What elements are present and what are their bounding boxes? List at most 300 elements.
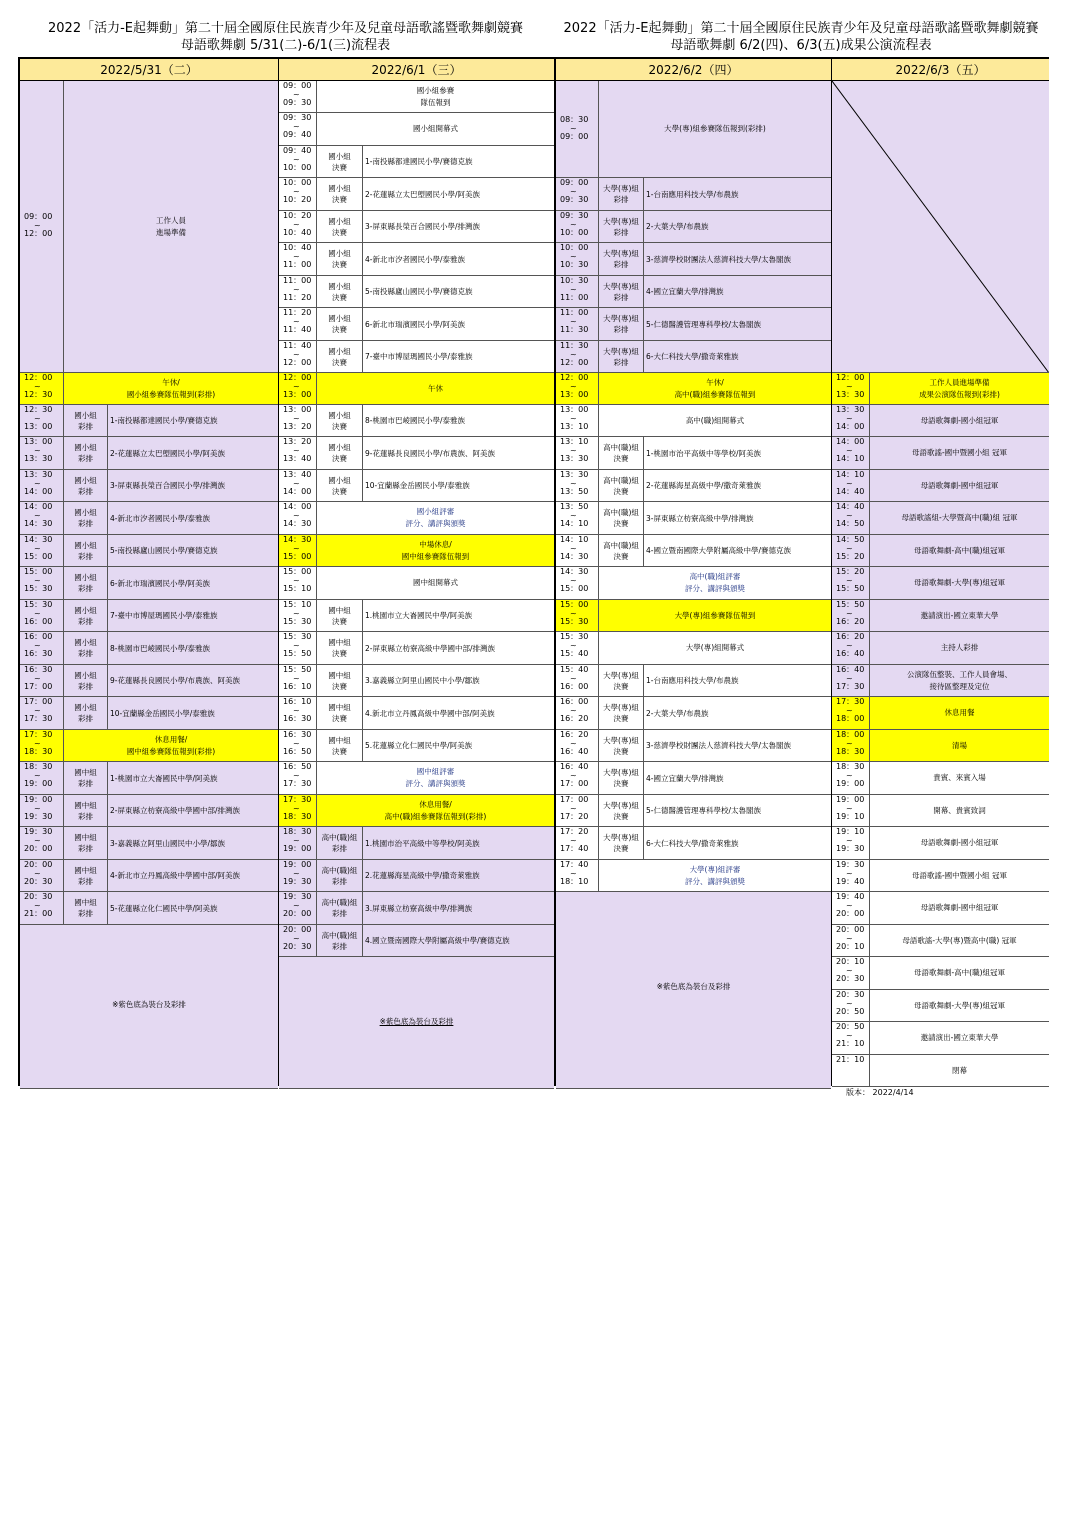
time-separator: ~ — [34, 640, 41, 650]
start-time: 14：10 — [560, 535, 589, 544]
activity-label: 中場休息/ 國中組參賽隊伍報到 — [401, 539, 470, 561]
time-range — [556, 697, 599, 729]
time-range — [20, 470, 64, 501]
time-range — [20, 827, 64, 859]
group-label: 國小組 彩排 — [64, 632, 108, 664]
time-separator: ~ — [293, 121, 300, 131]
time-separator: ~ — [846, 608, 853, 618]
end-time: 13：50 — [560, 487, 589, 496]
time-separator: ~ — [34, 900, 41, 910]
schedule-row — [832, 697, 1049, 730]
schedule-row — [832, 470, 1049, 502]
end-time: 11：30 — [560, 325, 589, 334]
schedule-row — [556, 697, 831, 730]
activity-label: 貴賓、來賓入場 — [933, 773, 986, 782]
start-time: 19：30 — [283, 892, 312, 901]
start-time: 20：10 — [836, 957, 865, 966]
time-separator: ~ — [34, 835, 41, 845]
start-time: 08：30 — [560, 115, 589, 124]
group-label: 大學(專)組 彩排 — [599, 178, 644, 210]
schedule-row — [20, 665, 278, 697]
time-separator: ~ — [846, 575, 853, 585]
schedule-row — [832, 632, 1049, 665]
time-range — [832, 567, 870, 599]
start-time: 20：00 — [283, 925, 312, 934]
time-range — [20, 795, 64, 826]
time-separator: ~ — [34, 868, 41, 878]
end-time: 09：30 — [560, 195, 589, 204]
entry-name: 5-南投縣廬山國民小學/賽德克族 — [365, 287, 473, 296]
start-time: 09：40 — [283, 146, 312, 155]
group-label: 高中(職)組 彩排 — [317, 892, 363, 924]
end-time: 13：10 — [560, 422, 589, 431]
time-range — [20, 437, 64, 469]
activity-label: 母語歌舞劇-國小組冠軍 — [920, 838, 999, 847]
time-separator: ~ — [293, 543, 300, 553]
time-range — [279, 211, 317, 242]
end-time: 16：30 — [24, 649, 53, 658]
end-time: 15：10 — [283, 584, 312, 593]
time-range — [279, 600, 317, 631]
schedule-row — [279, 860, 554, 892]
schedule-row — [832, 762, 1049, 795]
time-range — [832, 925, 870, 956]
entry-name: 5.花蓮縣立化仁國民中學/阿美族 — [365, 741, 473, 750]
day-header: 2022/6/3（五） — [832, 59, 1049, 81]
start-time: 14：30 — [283, 535, 312, 544]
activity-label: 大學(專)組參賽隊伍報到 — [674, 610, 756, 620]
time-range — [20, 697, 64, 729]
time-separator: ~ — [34, 413, 41, 423]
schedule-row — [279, 925, 554, 957]
time-range — [556, 308, 599, 340]
time-separator: ~ — [293, 933, 300, 943]
activity-label: 母語歌舞劇-國小組冠軍 — [920, 415, 999, 425]
time-range — [279, 730, 317, 761]
end-time: 18：30 — [836, 747, 865, 756]
end-time: 20：30 — [24, 877, 53, 886]
entry-name: 8-桃園市巴崚國民小學/泰雅族 — [365, 416, 466, 425]
time-range — [20, 762, 64, 794]
schedule-row — [279, 502, 554, 535]
end-time: 21：00 — [24, 909, 53, 918]
end-time: 09：40 — [283, 130, 312, 139]
time-range — [279, 81, 317, 112]
time-separator: ~ — [846, 868, 853, 878]
start-time: 14：30 — [24, 535, 53, 544]
start-time: 16：20 — [836, 632, 865, 641]
end-time: 09：30 — [283, 98, 312, 107]
schedule-row — [279, 795, 554, 827]
time-separator: ~ — [34, 608, 41, 618]
start-time: 11：30 — [560, 341, 589, 350]
time-range — [279, 502, 317, 534]
group-label: 大學(專)組 彩排 — [599, 211, 644, 242]
entry-name: 1-桃園市立大崙國民中學/阿美族 — [110, 773, 218, 783]
schedule-row — [20, 600, 278, 632]
time-range — [20, 567, 64, 599]
end-time: 15：00 — [24, 552, 53, 561]
start-time: 16：00 — [560, 697, 589, 706]
time-separator: ~ — [570, 868, 577, 878]
activity-label: 大學(專)組參賽隊伍報到(彩排) — [664, 124, 766, 133]
end-time: 14：40 — [836, 487, 865, 496]
activity-label: 母語歌謠-國中暨國小組 冠軍 — [911, 870, 1008, 880]
entry-name: 1-桃園市治平高級中等學校/阿美族 — [646, 448, 762, 458]
time-range — [20, 665, 64, 696]
time-range — [279, 892, 317, 924]
end-time: 16：20 — [560, 714, 589, 723]
time-range — [279, 762, 317, 794]
entry-name: 6-大仁科技大學/撒奇萊雅族 — [646, 838, 739, 848]
time-range — [20, 892, 64, 924]
legend-text: ※紫色底為裝台及彩排 — [112, 1000, 186, 1009]
activity-label: 休息用餐/ 國中組參賽隊伍報到(彩排) — [126, 734, 216, 756]
entry-name: 3-慈濟學校財團法人慈濟科技大學/太魯閣族 — [646, 254, 792, 264]
time-separator: ~ — [293, 673, 300, 683]
end-time: 20：30 — [836, 974, 865, 983]
group-label: 國小組 決賽 — [317, 341, 363, 372]
time-separator: ~ — [34, 445, 41, 455]
schedule-row — [556, 600, 831, 632]
schedule-row — [556, 535, 831, 567]
group-label: 大學(專)組 決賽 — [599, 762, 644, 794]
legend-note — [20, 925, 278, 1089]
time-range — [556, 600, 599, 631]
time-separator: ~ — [293, 284, 300, 294]
start-time: 13：10 — [560, 437, 589, 446]
time-range — [832, 827, 870, 859]
header-right — [553, 20, 1049, 54]
legend-text: ※紫色底為裝台及彩排 — [379, 1017, 454, 1026]
time-separator: ~ — [34, 673, 41, 683]
schedule-row — [20, 567, 278, 600]
end-time: 16：00 — [560, 682, 589, 691]
start-time: 15：20 — [836, 567, 865, 576]
start-time: 17：30 — [836, 697, 865, 706]
schedule-row — [832, 827, 1049, 860]
schedule-row — [556, 502, 831, 535]
schedule-row — [832, 892, 1049, 925]
end-time: 11：00 — [283, 260, 312, 269]
end-time: 13：00 — [560, 390, 589, 399]
time-separator: ~ — [34, 220, 41, 230]
end-time: 20：00 — [836, 909, 865, 918]
activity-label: 公演隊伍整裝、工作人員會場、 接待區整理及定位 — [907, 669, 1012, 691]
time-range — [556, 341, 599, 372]
time-separator: ~ — [570, 445, 577, 455]
group-label: 國小組 決賽 — [317, 146, 363, 177]
entry-name: 4.國立暨南國際大學附屬高級中學/賽德克族 — [365, 936, 510, 945]
end-time: 14：00 — [283, 487, 312, 496]
activity-label: 母語歌謠-國中暨國小組 冠軍 — [911, 448, 1008, 457]
start-time: 13：50 — [560, 502, 589, 511]
end-time: 11：20 — [283, 293, 312, 302]
time-range — [279, 925, 317, 956]
time-separator: ~ — [570, 608, 577, 618]
time-separator: ~ — [846, 965, 853, 975]
header-left-subtitle: 母語歌舞劇 5/31(二)-6/1(三)流程表 — [180, 38, 391, 53]
group-label: 大學(專)組 彩排 — [599, 276, 644, 307]
end-time: 13：30 — [560, 454, 589, 463]
end-time: 10：30 — [560, 260, 589, 269]
schedule-row — [556, 178, 831, 211]
group-label: 國小組 彩排 — [64, 697, 108, 729]
activity-label: 休息用餐 — [944, 708, 975, 717]
activity-label: 大學(專)組開幕式 — [685, 643, 745, 652]
schedule-row — [279, 827, 554, 860]
entry-name: 7-臺中市博屋瑪國民小學/泰雅族 — [365, 352, 473, 361]
activity-label: 開幕、貴賓致詞 — [933, 805, 986, 815]
time-range — [279, 243, 317, 275]
activity-label: 高中(職)組評審 評分、講評與頒獎 — [685, 572, 745, 593]
header-left — [18, 20, 553, 54]
schedule-row — [20, 470, 278, 502]
activity-label: 母語歌舞劇-國中組冠軍 — [920, 480, 999, 490]
time-separator: ~ — [293, 186, 300, 196]
time-range — [832, 957, 870, 989]
group-label: 國小組 彩排 — [64, 405, 108, 436]
day-header: 2022/6/1（三） — [279, 59, 554, 81]
group-label: 國小組 決賽 — [317, 308, 363, 340]
schedule-row — [279, 892, 554, 925]
schedule-row — [556, 860, 831, 892]
group-label: 大學(專)組 彩排 — [599, 341, 644, 372]
entry-name: 2-大葉大學/布農族 — [646, 708, 709, 718]
schedule-row — [279, 211, 554, 243]
end-time: 19：30 — [24, 812, 53, 821]
activity-label: 清場 — [952, 740, 967, 750]
group-label: 大學(專)組 彩排 — [599, 308, 644, 340]
end-time: 15：30 — [283, 617, 312, 626]
start-time: 15：30 — [24, 600, 53, 609]
time-separator: ~ — [293, 575, 300, 585]
activity-label: 國中組評審 評分、講評與頒獎 — [405, 767, 466, 788]
time-range — [832, 795, 870, 826]
schedule-row — [20, 405, 278, 437]
start-time: 13：30 — [24, 470, 53, 479]
time-separator: ~ — [570, 219, 577, 229]
schedule-row — [832, 925, 1049, 957]
time-separator: ~ — [570, 316, 577, 326]
schedule-row — [556, 795, 831, 827]
end-time: 14：10 — [560, 519, 589, 528]
time-range — [832, 665, 870, 696]
start-time: 14：10 — [836, 470, 865, 479]
schedule-row — [279, 567, 554, 600]
time-separator: ~ — [34, 705, 41, 715]
entry-name: 3-屏東縣長榮百合國民小學/排灣族 — [110, 481, 226, 490]
start-time: 13：00 — [24, 437, 53, 446]
group-label: 大學(專)組 彩排 — [599, 243, 644, 275]
activity-label: 國小組參賽 隊伍報到 — [416, 85, 455, 107]
time-range — [279, 146, 317, 177]
time-separator: ~ — [34, 770, 41, 780]
time-range — [832, 470, 870, 501]
group-label: 大學(專)組 決賽 — [599, 795, 644, 826]
activity-label: 高中(職)組開幕式 — [685, 415, 745, 425]
time-range — [20, 502, 64, 534]
time-separator: ~ — [846, 413, 853, 423]
end-time: 15：00 — [560, 584, 589, 593]
activity-label: 國小組評審 評分、講評與頒獎 — [405, 507, 466, 528]
time-range — [279, 308, 317, 340]
time-range — [20, 730, 64, 761]
header-left-title: 2022「活力-E起舞動」第二十屆全國原住民族青少年及兒童母語歌謠暨歌舞劇競賽 — [48, 21, 523, 36]
entry-name: 4-國立宜蘭大學/排灣族 — [646, 287, 724, 296]
activity-label: 邀請演出-國立東華大學 — [920, 610, 999, 620]
schedule-row — [556, 276, 831, 308]
time-range — [556, 178, 599, 210]
time-range — [832, 1055, 870, 1086]
start-time: 15：40 — [560, 665, 589, 674]
column-divider — [278, 59, 279, 1084]
legend-text: ※紫色底為裝台及彩排 — [656, 982, 731, 991]
end-time: 12：30 — [24, 390, 53, 399]
time-separator: ~ — [293, 154, 300, 164]
time-range — [20, 81, 64, 372]
start-time: 10：20 — [283, 211, 312, 220]
activity-label: 閉幕 — [952, 1065, 967, 1075]
schedule-row — [279, 437, 554, 470]
end-time: 20：00 — [283, 909, 312, 918]
end-time: 19：00 — [283, 844, 312, 853]
group-label: 國中組 彩排 — [64, 762, 108, 794]
entry-name: 3-慈濟學校財團法人慈濟科技大學/太魯閣族 — [646, 741, 792, 750]
start-time: 12：30 — [24, 405, 53, 414]
schedule-row — [832, 373, 1049, 405]
activity-label: 母語歌謠組-大學暨高中(職)組 冠軍 — [901, 513, 1018, 522]
start-time: 14：00 — [836, 437, 865, 446]
schedule-row — [279, 632, 554, 665]
time-range — [279, 470, 317, 501]
time-range — [556, 632, 599, 664]
end-time: 19：00 — [24, 779, 53, 788]
time-separator: ~ — [570, 543, 577, 553]
time-range — [556, 665, 599, 696]
time-separator: ~ — [293, 316, 300, 326]
start-time: 13：20 — [283, 437, 312, 446]
end-time: 15：30 — [560, 617, 589, 626]
diagonal-line — [832, 81, 1049, 373]
schedule-row — [556, 827, 831, 860]
schedule-row — [279, 665, 554, 697]
end-time: 13：20 — [283, 422, 312, 431]
end-time: 21：10 — [836, 1039, 865, 1048]
entry-name: 10-宜蘭縣金岳國民小學/泰雅族 — [365, 481, 470, 490]
activity-label: 工作人員 進場準備 — [156, 215, 186, 237]
day-header: 2022/6/2（四） — [556, 59, 831, 81]
activity-label: 母語歌舞劇-國中組冠軍 — [920, 903, 999, 912]
entry-name: 5-花蓮縣立化仁國民中學/阿美族 — [110, 903, 218, 913]
schedule-row — [556, 762, 831, 795]
entry-name: 2-花蓮縣立太巴塱國民小學/阿美族 — [110, 448, 226, 458]
time-separator: ~ — [570, 640, 577, 650]
time-range — [556, 81, 599, 177]
start-time: 12：00 — [283, 373, 312, 382]
start-time: 13：00 — [560, 405, 589, 414]
entry-name: 1-台南應用科技大學/布農族 — [646, 189, 739, 199]
time-range — [279, 341, 317, 372]
entry-name: 3-屏東縣長榮百合國民小學/排灣族 — [365, 222, 481, 231]
schedule-row — [279, 535, 554, 567]
version-label: 版本： 2022/4/14 — [846, 1088, 914, 1097]
end-time: 20：30 — [283, 942, 312, 951]
entry-name: 4-國立暨南國際大學附屬高級中學/賽德克族 — [646, 546, 792, 555]
activity-label: 母語歌舞劇-高中(職)組冠軍 — [913, 545, 1006, 555]
end-time: 17：30 — [836, 682, 865, 691]
time-range — [279, 113, 317, 145]
schedule-row — [279, 697, 554, 730]
start-time: 14：40 — [836, 502, 865, 511]
group-label: 國小組 彩排 — [64, 600, 108, 631]
end-time: 16：30 — [283, 714, 312, 723]
start-time: 11：20 — [283, 308, 312, 317]
time-separator: ~ — [846, 705, 853, 715]
end-time: 14：30 — [24, 519, 53, 528]
start-time: 19：10 — [836, 827, 865, 836]
start-time: 20：00 — [836, 925, 865, 934]
start-time: 15：10 — [283, 600, 312, 609]
start-time: 16：20 — [560, 730, 589, 739]
entry-name: 3-屏東縣立枋寮高級中學/排灣族 — [646, 513, 754, 523]
end-time: 17：40 — [560, 844, 589, 853]
time-range — [279, 276, 317, 307]
activity-label: 國中組開幕式 — [413, 578, 458, 587]
time-range — [832, 600, 870, 631]
start-time: 20：00 — [24, 860, 53, 869]
column-divider — [554, 59, 556, 1084]
end-time: 20：10 — [836, 942, 865, 951]
schedule-row — [20, 437, 278, 470]
schedule-row — [20, 827, 278, 860]
group-label: 高中(職)組 決賽 — [599, 470, 644, 501]
schedule-row — [556, 567, 831, 600]
entry-name: 6-新北市瑞濱國民小學/阿美族 — [110, 578, 211, 588]
time-range — [832, 502, 870, 534]
start-time: 09：00 — [560, 178, 589, 187]
schedule-row — [20, 860, 278, 892]
schedule-row — [556, 632, 831, 665]
entry-name: 4-新北市立丹鳳高級中學國中部/阿美族 — [110, 871, 241, 880]
activity-label: 午休/ 國小組參賽隊伍報到(彩排) — [126, 377, 216, 399]
time-range — [20, 373, 64, 404]
activity-label: 休息用餐/ 高中(職)組參賽隊伍報到(彩排) — [384, 799, 487, 821]
group-label: 國小組 決賽 — [317, 211, 363, 242]
time-separator: ~ — [570, 803, 577, 813]
entry-name: 9-花蓮縣長良國民小學/布農族、阿美族 — [110, 676, 241, 685]
group-label: 大學(專)組 決賽 — [599, 665, 644, 696]
schedule-row — [832, 437, 1049, 470]
end-time: 17：30 — [24, 714, 53, 723]
schedule-row — [279, 113, 554, 146]
schedule-row — [832, 990, 1049, 1022]
time-range — [832, 405, 870, 436]
entry-name: 8-桃園市巴崚國民小學/泰雅族 — [110, 643, 211, 653]
time-separator: ~ — [570, 284, 577, 294]
time-separator: ~ — [570, 186, 577, 196]
time-separator: ~ — [570, 575, 577, 585]
group-label: 高中(職)組 決賽 — [599, 535, 644, 566]
end-time: 19：30 — [836, 844, 865, 853]
time-range — [20, 535, 64, 566]
time-separator: ~ — [293, 738, 300, 748]
entry-name: 4.新北市立丹鳳高級中學國中部/阿美族 — [365, 708, 495, 718]
time-separator: ~ — [570, 251, 577, 261]
entry-name: 4-國立宜蘭大學/排灣族 — [646, 773, 724, 783]
end-time: 16：00 — [24, 617, 53, 626]
start-time: 16：30 — [24, 665, 53, 674]
